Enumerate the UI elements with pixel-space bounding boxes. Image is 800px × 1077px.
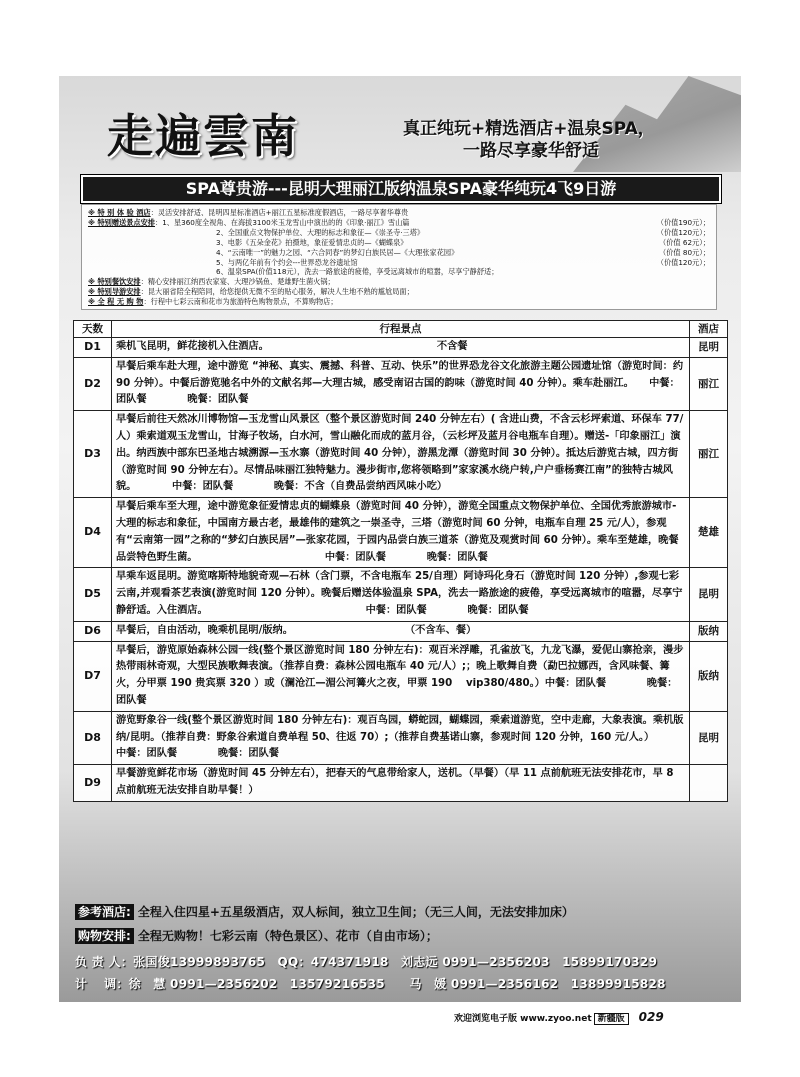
hotel-cell: 丽江 [690, 357, 728, 410]
day-cell: D9 [74, 765, 112, 802]
feature-row [88, 277, 710, 287]
header [59, 76, 741, 172]
footer-edition: 新疆版 [594, 1013, 629, 1025]
feature-text: 3、电影《五朵金花》拍摄地，象征爱情忠贞的—《蝴蝶泉》 [216, 237, 408, 247]
table-row [74, 568, 728, 621]
tour-title-banner: SPA尊贵游---昆明大理丽江版纳温泉SPA豪华纯玩4飞9日游 [81, 175, 721, 203]
brochure-page [59, 76, 741, 1002]
feature-text: 6、温泉SPA(价值118元），洗去一路旅途的疲倦，享受远离城市的喧嚣，尽享宁静舒适； [216, 267, 499, 277]
slogan-line-2: 一路尽享豪华舒适 [463, 141, 599, 161]
feature-text: ：1、星360度全视角、在海拔3100米玉龙雪山中演出的的《印象·丽江》雪山篇 [155, 217, 410, 227]
feature-text: ：精心安排丽江纳西农家宴、大理沙锅鱼、楚雄野生菌火锅； [140, 277, 335, 287]
page-footer [454, 1010, 664, 1024]
desc-cell: 早乘车返昆明。游览喀斯特地貌奇观—石林（含门票，不含电瓶车 25/自理）阿诗玛化身石（游览时间 120 分钟）,参观七彩云南,并观看茶艺表演(游览时间 120 分钟）。晚餐后赠送体验温泉 SPA，洗去一路旅途的疲倦，享受远离城市的喧嚣，尽享宁静舒适。入住酒店。 中餐：团队餐 晚餐：团队餐 [112, 568, 690, 621]
feature-price: （价值120元）； [656, 257, 710, 267]
feature-text: ：行程中七彩云南和花市为旅游特色购物景点，不算购物店； [143, 297, 338, 307]
feature-text: ：灵活安排舒适、昆明四星标准酒店+丽江五星标准度假酒店，一路尽享奢华尊贵 [150, 208, 409, 217]
table-row [74, 621, 728, 641]
contact-line-1: 负 责 人：张国俊13999893765 QQ：474371918 刘志远 0991—2356203 15899170329 [75, 955, 658, 969]
desc-cell: 乘机飞昆明，鲜花接机入住酒店。 不含餐 [112, 338, 690, 358]
table-row [74, 641, 728, 711]
feature-key: ※ 全 程 无 购 物 [88, 297, 144, 307]
header-hotel: 酒店 [690, 321, 728, 338]
day-cell: D1 [74, 338, 112, 358]
hotel-cell: 昆明 [690, 338, 728, 358]
table-row [74, 498, 728, 568]
hotel-cell: 楚雄 [690, 498, 728, 568]
feature-price: （价值190元）； [656, 217, 710, 227]
header-day: 天数 [74, 321, 112, 338]
hotel-cell: 昆明 [690, 711, 728, 764]
contact-line-2: 计 调：徐 慧 0991—2356202 13579216535 马 媛 0991—2356162 13899915828 [75, 977, 666, 991]
footer-site[interactable]: 欢迎浏览电子版 www.zyoo.net [454, 1014, 592, 1024]
day-cell: D7 [74, 641, 112, 711]
hotel-label: 参考酒店: [75, 904, 134, 920]
hotel-text: 全程入住四星+五星级酒店，双人标间，独立卫生间；（无三人间，无法安排加床） [137, 905, 574, 919]
feature-key: ※ 特 别 体 验 酒店 [88, 208, 151, 217]
desc-cell: 早餐后乘车至大理，途中游览象征爱情忠贞的蝴蝶泉（游览时间 40 分钟），游览全国重点文物保护单位、全国优秀旅游城市-大理的标志和象征，中国南方最古老，最雄伟的建筑之一崇圣寺，三塔（游览时间 60 分钟，电瓶车自理 25 元/人），参观有“云南第一园”之称的“梦幻白族民居”—张家花园，于园内品尝白族三道茶（游览及观赏时间 60 分钟）。乘车至楚雄，晚餐品尝特色野生菌。 中餐：团队餐 晚餐：团队餐 [112, 498, 690, 568]
desc-cell: 早餐后，游览原始森林公园一线(整个景区游览时间 180 分钟左右)：观百米浮雕，孔雀放飞，九龙飞瀑，爱伲山寨抢亲，漫步热带雨林奇观，大型民族歌舞表演。（推荐自费：森林公园电瓶车 40 元/人）;；晚上歌舞自费（勐巴拉娜西，含风味餐、篝火，分甲票 190 贵宾票 320 ）或（澜沧江—湄公河篝火之夜，甲票 190 vip380/480。）中餐：团队餐 晚餐：团队餐 [112, 641, 690, 711]
itinerary-table [73, 320, 728, 802]
table-row [74, 357, 728, 410]
logo-title: 走遍雲南 [107, 109, 299, 163]
feature-row [88, 287, 710, 297]
desc-cell: 早餐后前往天然冰川博物馆—玉龙雪山风景区（整个景区游览时间 240 分钟左右）( 含进山费，不含云杉坪索道、环保车 77/人）乘索道观玉龙雪山，甘海子牧场，白水河，雪山融化而成的蓝月谷，（云杉坪及蓝月谷电瓶车自理）。赠送-「印象丽江」演出。纳西族中部东巴圣地古城溯源—玉水寨（游览时间 40 分钟），游黑龙潭（游览时间 30 分钟）。抵达后游览古城，四方街（游览时间 90 分钟左右）。尽情品味丽江独特魅力。漫步街市,您将领略到”家家溪水绕户转,户户垂杨赛江南”的独特古城风貌。 中餐：团队餐 晚餐：不含（自费品尝纳西风味小吃） [112, 411, 690, 498]
slogan-line-1: 真正纯玩+精选酒店+温泉SPA， [403, 119, 655, 139]
feature-row [88, 258, 710, 268]
feature-row [88, 208, 710, 218]
feature-price: （价值120元）； [656, 227, 710, 237]
desc-cell: 早餐游览鲜花市场（游览时间 45 分钟左右），把春天的气息带给家人，送机。（早餐）（早 11 点前航班无法安排花市，早 8 点前航班无法安排自助早餐！） [112, 765, 690, 802]
feature-row [88, 238, 710, 248]
day-cell: D4 [74, 498, 112, 568]
feature-text: 2、全国重点文物保护单位、大理的标志和象征—《崇圣寺·三塔》 [216, 227, 425, 237]
day-cell: D6 [74, 621, 112, 641]
day-cell: D2 [74, 357, 112, 410]
shopping-note [75, 927, 438, 944]
desc-cell: 早餐后乘车赴大理，途中游览 “神秘、真实、震撼、科普、互动、快乐”的世界恐龙谷文化旅游主题公园遗址馆（游览时间：约 90 分钟）。中餐后游览驰名中外的文献名邦—大理古城，感受南诏古国的韵味（游览时间 40 分钟）。乘车赴丽江。 中餐：团队餐 晚餐：团队餐 [112, 357, 690, 410]
feature-row [88, 228, 710, 238]
day-cell: D8 [74, 711, 112, 764]
hotel-cell: 版纳 [690, 641, 728, 711]
features-box [81, 204, 717, 310]
feature-key: ※ 特别餐饮安排 [88, 277, 141, 287]
feature-price: （价值 62元）； [659, 237, 710, 247]
hotel-cell [690, 765, 728, 802]
table-row [74, 711, 728, 764]
hotel-cell: 版纳 [690, 621, 728, 641]
shopping-label: 购物安排: [75, 928, 134, 944]
feature-text: ：昆大丽省陪全程陪同，给您提供无微不至的贴心服务，解决人生地不熟的尴尬局面； [140, 287, 414, 297]
hotel-note [75, 903, 574, 920]
table-header-row [74, 321, 728, 338]
header-itinerary: 行程景点 [112, 321, 690, 338]
hotel-cell: 昆明 [690, 568, 728, 621]
table-row [74, 338, 728, 358]
desc-cell: 早餐后，自由活动，晚乘机昆明/版纳。 （不含车、餐） [112, 621, 690, 641]
feature-text: 4、“云南唯一”的魅力之园、“六合同春”的梦幻白族民居—《大理张家花园》 [216, 247, 459, 257]
feature-row [88, 218, 710, 228]
feature-text: 5、与两亿年前有个约会---世界恐龙谷遗址馆 [216, 257, 358, 267]
feature-key: ※ 特别导游安排 [88, 287, 141, 297]
hotel-cell: 丽江 [690, 411, 728, 498]
feature-price: （价值 80元）； [659, 247, 710, 257]
shopping-text: 全程无购物！七彩云南（特色景区）、花市（自由市场）； [137, 929, 438, 943]
feature-row [88, 267, 710, 277]
table-row [74, 411, 728, 498]
feature-key: ※ 特别赠送景点安排 [88, 217, 155, 227]
feature-row [88, 297, 710, 307]
desc-cell: 游览野象谷一线(整个景区游览时间 180 分钟左右)：观百鸟园，蟒蛇园，蝴蝶园，乘索道游览，空中走廊，大象表演。乘机版纳/昆明。（推荐自费：野象谷索道自费单程 50、往返 70）;（推荐自费基诺山寨，参观时间 120 分钟，160 元/人。） 中餐：团队餐 晚餐：团队餐 [112, 711, 690, 764]
feature-row [88, 248, 710, 258]
page-number: 029 [638, 1010, 664, 1024]
table-row [74, 765, 728, 802]
day-cell: D3 [74, 411, 112, 498]
day-cell: D5 [74, 568, 112, 621]
